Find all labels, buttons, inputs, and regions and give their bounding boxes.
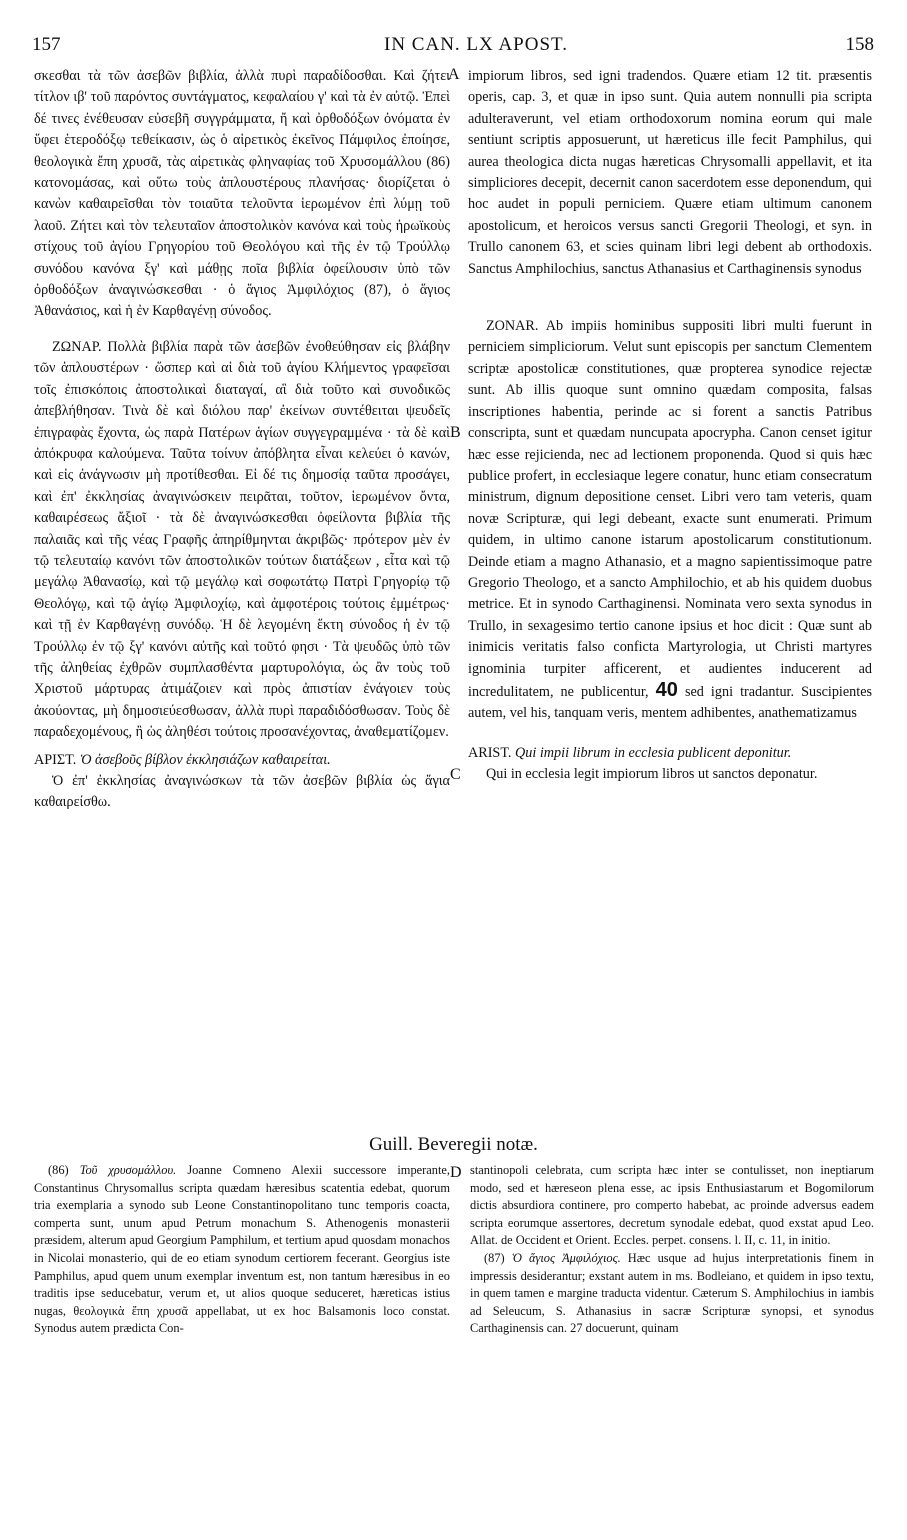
latin-zonaras-paragraph [468, 316, 872, 725]
greek-aristenus-text: Ὁ ἐπ' ἐκκλησίας ἀναγινώσκων τὰ τῶν ἀσεβῶν βιβλία ὡς ἅγια καθαιρείσθω. [34, 773, 450, 811]
greek-aristenus-heading [34, 750, 450, 771]
greek-aristenus-label: ΑΡΙΣΤ. [34, 751, 77, 768]
note-87 [470, 1250, 874, 1338]
latin-column [468, 66, 872, 786]
section-marker-b: B [450, 424, 461, 441]
column-number-40: 40 [655, 678, 678, 701]
latin-aristenus-label: ARIST. [468, 744, 512, 761]
note-87-title: Ὁ ἅγιος Ἀμφιλόχιος. [511, 1250, 621, 1265]
right-page-number: 158 [845, 34, 874, 55]
notes-left-column [34, 1162, 450, 1338]
notes-right-column [470, 1162, 874, 1338]
section-marker-a: A [448, 66, 460, 83]
latin-aristenus-text: Qui in ecclesia legit impiorum libros ut sanctos deponatur. [486, 766, 818, 783]
running-title: IN CAN. LX APOST. [384, 34, 568, 55]
latin-paragraph-1: impiorum libros, sed igni tradendos. Quære etiam 12 tit. præsentis operis, cap. 3, et quæ in ipso sunt. Quia autem nonnulli pia scripta adulteraverunt, vel etiam orthodoxorum nomina eorum qui male sentiunt scriptis apposuerunt, ut hæreticus ille fecit Pamphilus, qui aurea theologica dicta nugas hæreticas Chrysomalli appellavit, et ita simpliciores decepit, decernit canon sacerdotem esse deponendum, qui hoc audet in populi perniciem. Quære etiam ultimum canonem apostolicum, et heroicos versus sancti Gregorii Theologi, et syn. in Trullo canonem 63, et scies quinam libri legi debent ab orthodoxis. Sanctus Amphilochius, sanctus Athanasius et Carthaginensis synodus [468, 68, 872, 277]
left-page-number: 157 [32, 34, 61, 55]
note-86-title: Τοῦ χρυσομάλλου. [79, 1163, 177, 1177]
greek-paragraph-1: σκεσθαι τὰ τῶν ἀσεβῶν βιβλία, ἀλλὰ πυρὶ παραδίδοσθαι. Καὶ ζήτει τίτλον ιβ' τοῦ παρόντος συντάγματος, κεφαλαίου γ' καὶ τὰ ἐν αὐτῷ. Ἐπεὶ δέ τινες ἐνέθευσαν εὐσεβῆ συγγράμματα, ἤ καὶ ὀρθοδόξων ὀνόματα ἐν ὕφει ἑτεροδόξῳ τεθείκασιν, ὡς ὁ αἱρετικὸς ἐκεῖνος Πάμφιλος ἐποίησε, θεολογικὰ ἔπη χρυσᾶ, τὰς αἱρετικὰς φληναφίας τοῦ Χρυσομάλλου (86) κατονομάσας, καὶ οὕτω τοὺς ἁπλουστέρους πλανήσας· διορίζεται ὁ κανὼν καθαιρεῖσθαι τὸν τοιαῦτα τελοῦντα ἱερωμένον ἐπὶ λύμῃ τοῦ λαοῦ. Ζήτει καὶ τὸν τελευταῖον ἀποστολικὸν κανόνα καὶ τοὺς ἡρωϊκοὺς στίχους τοῦ ἁγίου Γρηγορίου τοῦ Θεολόγου καὶ τῆς ἐν τῷ Τρούλλῳ συνόδου κανόνα ξγ' καὶ μάθῃς ποῖα βιβλία ὀφείλουσιν ὑπὸ τῶν ὀρθοδόξων ἀναγινώσκεσθαι · ὁ ἅγιος Ἀμφιλόχιος (87), ὁ ἅγιος Ἀθανάσιος, καὶ ἡ ἐν Καρθαγένῃ σύνοδος. [34, 68, 450, 320]
section-marker-c: C [450, 766, 461, 783]
greek-zonaras-paragraph: ΖΩΝΑΡ. Πολλὰ βιβλία παρὰ τῶν ἀσεβῶν ἐνοθεύθησαν εἰς βλάβην τῶν ἁπλουστέρων · ὥσπερ καὶ αἱ διὰ τοῦ ἁγίου Κλήμεντος γραφεῖσαι τοῖς ἐπισκόποις ἀποστολικαὶ διαταγαί, αἳ διὰ τοῦτο καὶ συνοδικῶς ἀπεβλήθησαν. Τινὰ δὲ καὶ διόλου παρ' ἐκείνων συντέθειται ψευδεῖς ἐπιγραφὰς ἔχοντα, ὡς παρὰ Πατέρων ἁγίων συγγεγραμμένα · τὰ δὲ καὶ ἀπόκρυφα καλούμενα. Ταῦτα τοίνυν ἀπόβλητα εἶναι κελεύει ὁ κανών, καὶ εἰς ἀνάγνωσιν μὴ προτίθεσθαι. Εἰ δέ τις δημοσίᾳ ταῦτα προσάγει, καὶ ἐπ' ἐκκλησίας ἀναγινώσκειν πειρᾶται, τοῦτον, ἱερωμένον ὄντα, καθαιρέσεως ἄξιοῖ · τὰ δὲ ἀναγινώσκεσθαι ὀφείλοντα βιβλία τῆς παλαιᾶς καὶ τῆς νέας Γραφῆς ἀπηρίθμηνται ἀκριβῶς· πρότερον μὲν ἐν τῷ τελευταίῳ κανόνι τῶν ἀποστολικῶν τούτων διατάξεων , εἶτα καὶ τῷ μεγάλῳ Ἀθανασίῳ, καὶ τῷ μεγάλῳ καὶ σοφωτάτῳ Πατρὶ Γρηγορίῳ τῷ Θεολόγῳ, καὶ τῷ ἁγίῳ Ἀμφιλοχίῳ, καὶ ἀμφοτέροις τούτοις ἐμμέτρως· καὶ τῇ ἐν Καρθαγένῃ συνόδῳ. Ἡ δὲ λεγομένη ἕκτη σύνοδος ἡ ἐν τῷ Τρούλλῳ ἐν τῷ ξγ' κανόνι αὐτῆς καὶ τοῦτό φησι · Τὰ ψευδῶς ὑπὸ τῶν τῆς ἀληθείας ἐχθρῶν συμπλασθέντα μαρτυρολόγια, ὡς ἂν τοὺς τοῦ Χριστοῦ μάρτυρας ἀτιμάζοιεν καὶ πρὸς ἀπιστίαν ἐνάγοιεν τοὺς ἀκούοντας, μὴ δημοσιεύεσθωσαν, ἀλλὰ πυρὶ παραδιδόσθωσαν. Τοὺς δὲ παραδεχομένους, ἢ ὡς ἀληθέσι τούτοις προσανέχοντας, ἀναθεματίζομεν. [34, 338, 450, 741]
note-86-label: (86) [48, 1163, 69, 1177]
greek-aristenus-title: Ὁ ἀσεβοῦς βίβλον ἐκκλησιάζων καθαιρείται. [79, 751, 331, 768]
note-86-continuation: stantinopoli celebrata, cum scripta hæc inter se contulisset, non ineptiarum modo, sed et hæreseon plena esse, ac ipsis Enthusiastarum et Bogomilorum dictis absurdiora continere, pro comperto habebat, ac proinde adversus eadem scripta eorumque assertores, decretum synodale edebat, quod exstat apud Leo. Allat. de Occident et Orient. Eccles. perpet. consens. l. II, c. 11, in initio. [470, 1163, 874, 1248]
notes-heading: Guill. Beveregii notæ. [369, 1134, 538, 1155]
latin-aristenus-heading [468, 743, 872, 764]
greek-column [34, 66, 450, 814]
latin-aristenus-title: Qui impii librum in ecclesia publicent deponitur. [515, 744, 792, 761]
note-86 [34, 1162, 450, 1338]
latin-zonaras-text-end: sed igni tradantur. Suscipientes autem, vel his, tanquam veris, mentem adhibentes, anathematizamus [468, 683, 873, 722]
note-86-text: Joanne Comneno Alexii successore imperante, Constantinus Chrysomallus scripta quædam hæresibus scatentia edebat, quorum tria exemplaria a synodo sub Leone Constantinopolitano tunc temporis coacta, comperta sunt, unum apud Petrum monachum S. Athenogenis monasterii præsidem, alterum apud Georgium Pamphilum, et tertium apud quosdam monachos in Nicolai monasterio, qui de eo etiam synodum certiorem fecerant. Georgius iste Pamphilus, apud quem unum exemplar inventum est, non tantum hæresibus in eo traditis ipse seducebatur, verum et, ut alios quoque seduceret, hæreticas istius nugas, θεολογικὰ ἔπη χρυσᾶ appellabat, ut ex hoc Balsamonis loco constat. Synodus autem prædicta Con- [34, 1163, 451, 1336]
section-marker-d: D [450, 1164, 462, 1181]
page-header [32, 34, 874, 62]
latin-zonaras-text: ZONAR. Ab impiis hominibus suppositi libri multi fuerunt in perniciem simpliciorum. Velut sunt episcopis per sanctum Clementem scriptæ apostolicæ constitutiones, quæ propterea synodice rejectæ sunt. Ab illis quoque sunt omnino quædam composita, falsas inscriptiones habentia, perinde ac si forent a sanctis Patribus conscripta, sunt et quædam nuncupata apocrypha. Canon censet igitur hæc esse rejicienda, nec ad lectionem proponenda. Quod si quis hæc publice profert, in ecclesiaque legere conatur, hunc etiam consecratum ministrum, dignum depositione censet. Libri vero tam veteris, quam novæ Scripturæ, qui legi debeant, exacte sunt enumerati. Primum quidem, in ultimo canone istarum apostolicarum constitutionum. Deinde etiam a magno Athanasio, et a magno sapientissimoque patre Gregorio Theologo, et a sancto Amphilochio, et ab his quidem duobus metrice. Et in synodo Carthaginensi. Nominata vero sexta synodus in Trullo, in sexagesimo tertio canone ipsius et hoc dicit : Quæ sunt ab inimicis veritatis falso conficta Martyrologia, ut Christi martyres ignominia turpiter afficerent, et audientes inducerent ad incredulitatem, ne publicentur, [468, 318, 872, 700]
note-87-text: Hæc usque ad hujus interpretationis finem in impressis desiderantur; exstant autem in ms. Bodleiano, et quidem in ipso textu, in quem tamen e margine traducta videntur. Cæterum S. Amphilochius in iambis ad Seleucum, S. Athanasius in sacræ Scripturæ synopsi, et synodus Carthaginensis can. 27 docuerunt, quinam [470, 1250, 874, 1336]
note-87-label: (87) [484, 1250, 505, 1265]
